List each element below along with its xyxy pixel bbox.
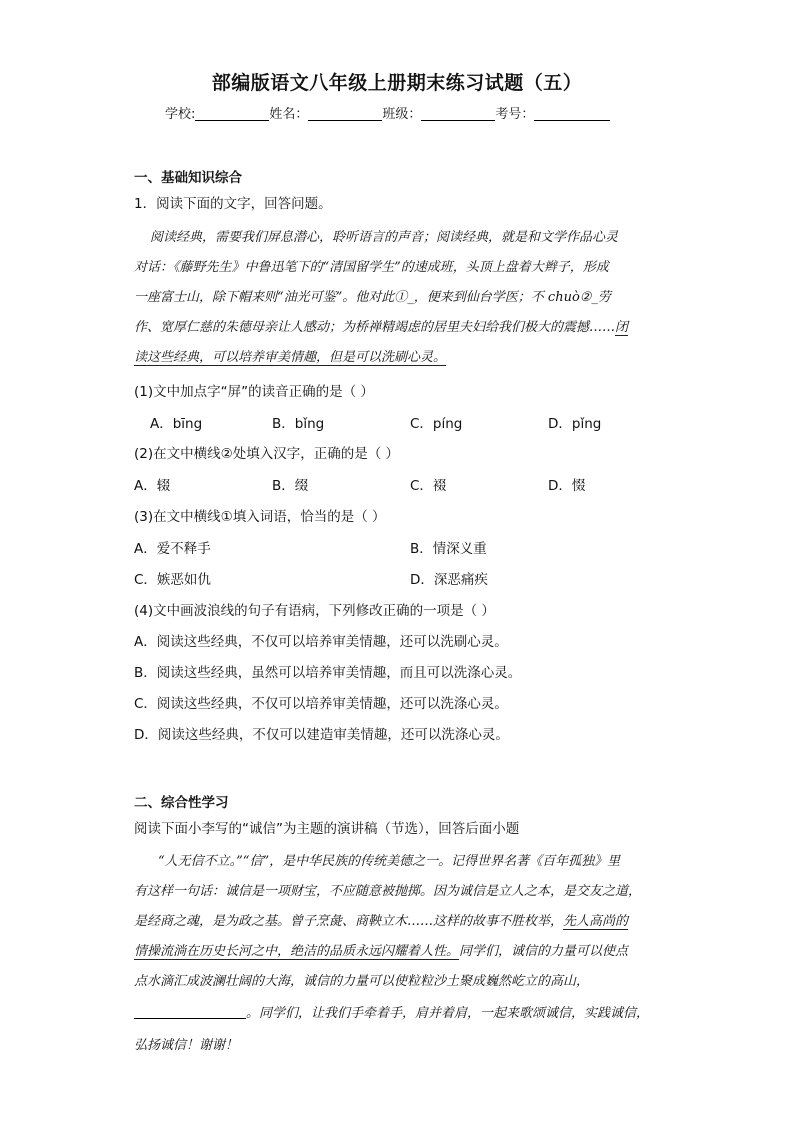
speech-line-2: 有这样一句话：诚信是一项财宝，不应随意被抛掷。因为诚信是立人之本，是交友之道，: [134, 884, 642, 899]
name-label: 姓名：: [269, 107, 309, 122]
speech-line-1: “人无信不立。”“信”，是中华民族的传统美德之一。记得世界名著《百年孤独》里: [158, 854, 621, 869]
sub2-option-b[interactable]: B．缀: [272, 478, 309, 494]
passage-line-5: [134, 346, 446, 365]
speech-line-6-text: 。同学们，让我们手牵着手，肩并着肩，一起来歌颂诚信，实践诚信，: [246, 1006, 650, 1021]
sub1-option-a[interactable]: A．bīng: [150, 416, 203, 432]
sub2-option-a[interactable]: A．辍: [134, 478, 171, 494]
student-info-line: [165, 103, 610, 122]
q1-intro: 1．阅读下面的文字，回答问题。: [134, 196, 332, 212]
section1-heading: 一、基础知识综合: [134, 170, 242, 186]
exam-no-label: 考号：: [495, 107, 535, 122]
speech-line-4: [134, 940, 628, 959]
sub1-option-c[interactable]: C．píng: [410, 416, 463, 432]
sub2-option-c[interactable]: C．裰: [410, 478, 447, 494]
wavy-sentence: 读这些经典，可以培养审美情趣，但是可以洗刷心灵。: [134, 350, 447, 365]
sub3-option-a[interactable]: A．爱不释手: [134, 541, 211, 557]
sub1-option-d[interactable]: D．pǐng: [548, 416, 602, 432]
passage-line-2: 对话：《藤野先生》中鲁迅笔下的“清国留学生”的速成班，头顶上盘着大辫子，形成: [134, 260, 609, 275]
underlined-sentence: 情操流淌在历史长河之中，绝洁的品质永远闪耀着人性。: [134, 944, 460, 959]
speech-line-3-text: 是经商之魂，是为政之基。曾子烹彘、商鞅立木……这样的故事不胜枚举，: [134, 914, 564, 929]
passage-line-4-text: 作、宽厚仁慈的朱德母亲让人感动；为桥禅精竭虑的居里夫妇给我们极大的震撼……: [134, 320, 616, 335]
school-label: 学校:: [165, 107, 196, 122]
class-label: 班级：: [382, 107, 422, 122]
sub1-option-b[interactable]: B．bǐng: [272, 416, 325, 432]
section2-heading: 二、综合性学习: [134, 795, 229, 811]
sub4-option-a[interactable]: A．阅读这些经典，不仅可以培养审美情趣，还可以洗刷心灵。: [134, 634, 508, 650]
sub4-option-c[interactable]: C．阅读这些经典，不仅可以培养审美情趣，还可以洗涤心灵。: [134, 696, 508, 712]
passage-line-3: 一座富士山，除下帽来则“油光可鉴”。他对此①_，便来到仙台学医；不 chuò②_劳: [134, 290, 611, 305]
speech-line-5: 点水滴汇成波澜壮阔的大海，诚信的力量可以使粒粒沙土聚成巍然屹立的高山，: [134, 974, 590, 989]
passage-line-4: [134, 316, 628, 335]
speech-line-4-text: 同学们，诚信的力量可以使点: [459, 944, 629, 959]
sub4-option-b[interactable]: B．阅读这些经典，虽然可以培养审美情趣，而且可以洗涤心灵。: [134, 665, 522, 681]
name-field[interactable]: [308, 106, 382, 121]
sub4-option-d[interactable]: D．阅读这些经典，不仅可以建造审美情趣，还可以洗涤心灵。: [134, 727, 509, 743]
school-field[interactable]: [195, 106, 269, 121]
page-title: 部编版语文八年级上册期末练习试题（五）: [211, 72, 583, 94]
speech-line-6: [134, 1002, 649, 1021]
wavy-sentence-start: 闭: [615, 320, 629, 335]
underlined-sentence-start: 先人高尚的: [563, 914, 629, 929]
speech-line-3: [134, 910, 628, 929]
speech-line-7: 弘扬诚信！谢谢！: [134, 1038, 239, 1053]
sub3-option-d[interactable]: D．深恶痛疾: [410, 572, 488, 588]
passage-line-1: 阅读经典，需要我们屏息潜心，聆听语言的声音；阅读经典，就是和文学作品心灵: [150, 230, 619, 245]
sub2-question: (2)在文中横线②处填入汉字，正确的是（ ）: [134, 446, 400, 462]
sub2-option-d[interactable]: D．惙: [548, 478, 586, 494]
section2-intro: 阅读下面小李写的“诚信”为主题的演讲稿（节选），回答后面小题: [134, 821, 520, 837]
sub3-option-c[interactable]: C．嫉恶如仇: [134, 572, 211, 588]
speech-fill-blank[interactable]: [134, 1005, 246, 1019]
sub1-question: (1)文中加点字“屏”的读音正确的是（ ）: [134, 384, 374, 400]
sub4-question: (4)文中画波浪线的句子有语病，下列修改正确的一项是（ ）: [134, 603, 495, 619]
sub3-question: (3)在文中横线①填入词语，恰当的是（ ）: [134, 509, 386, 525]
class-field[interactable]: [421, 106, 495, 121]
exam-no-field[interactable]: [534, 106, 610, 121]
sub3-option-b[interactable]: B．情深义重: [410, 541, 487, 557]
